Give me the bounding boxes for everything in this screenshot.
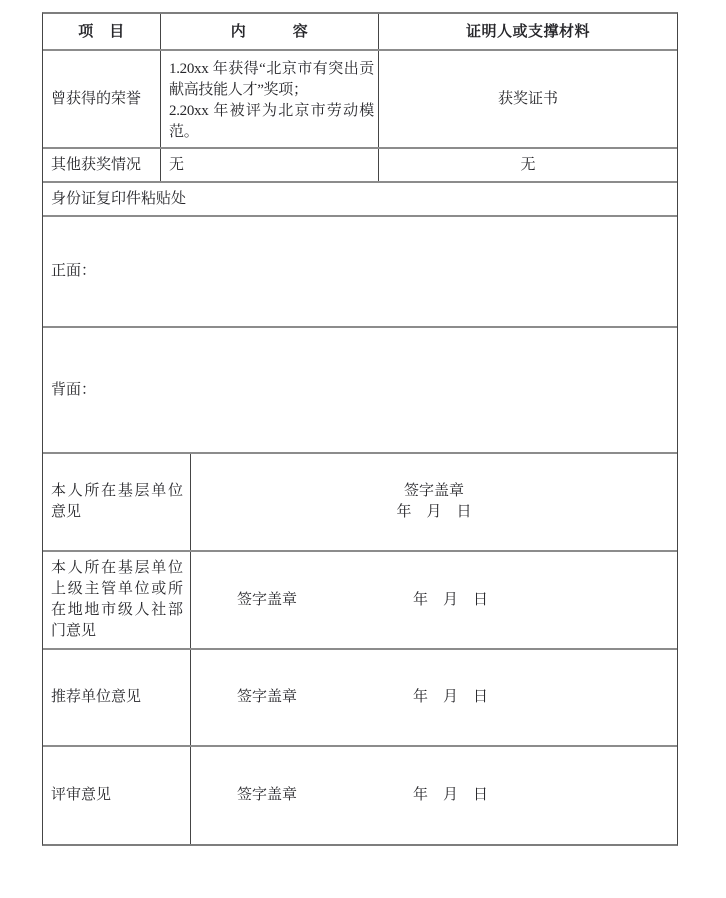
base-unit-opinion-label: 本人所在基层单位意见 — [43, 454, 191, 550]
other-awards-label: 其他获奖情况 — [43, 149, 161, 181]
base-unit-opinion-sign-area — [191, 454, 677, 550]
table-header-row — [43, 14, 677, 51]
recommending-unit-opinion-label: 推荐单位意见 — [43, 650, 191, 745]
id-copy-label: 身份证复印件粘贴处 — [51, 190, 187, 207]
other-awards-content: 无 — [161, 149, 379, 181]
superior-unit-opinion-sign-area — [191, 552, 677, 648]
date-blank-text: 年 月 日 — [413, 689, 489, 705]
id-copy-row — [43, 183, 677, 217]
honors-label: 曾获得的荣誉 — [43, 51, 161, 147]
honors-row — [43, 51, 677, 149]
honors-material: 获奖证书 — [497, 90, 558, 107]
sign-seal-text: 签字盖章 — [237, 787, 298, 803]
base-unit-opinion-row — [43, 454, 677, 552]
recommending-unit-opinion-row — [43, 650, 677, 747]
honors-content — [161, 51, 379, 147]
sign-seal-text: 签字盖章 — [237, 689, 298, 705]
other-awards-material: 无 — [520, 156, 536, 173]
recommending-unit-opinion-sign-area — [191, 650, 677, 745]
header-item-column: 项 目 — [43, 14, 161, 49]
honors-content-item-2: 2.20xx 年被评为北京市劳动模范。 — [169, 103, 374, 140]
recommendation-form-table — [42, 12, 678, 846]
header-content-column: 内 容 — [161, 14, 379, 49]
honors-content-item-1: 1.20xx 年获得“北京市有突出贡献高技能人才”奖项； — [169, 61, 374, 98]
id-back-row — [43, 328, 677, 454]
other-awards-row — [43, 149, 677, 183]
date-blank-text: 年 月 日 — [413, 787, 489, 803]
id-back-label: 背面： — [51, 381, 97, 398]
sign-seal-text: 签字盖章 — [237, 591, 298, 608]
evaluation-opinion-row — [43, 747, 677, 844]
id-front-label: 正面： — [51, 263, 97, 279]
id-front-row — [43, 217, 677, 328]
evaluation-opinion-label: 评审意见 — [43, 747, 191, 844]
superior-unit-opinion-row — [43, 552, 677, 650]
superior-unit-opinion-label: 本人所在基层单位上级主管单位或所在地地市级人社部门意见 — [43, 552, 191, 648]
header-material-column: 证明人或支撑材料 — [465, 23, 590, 40]
date-blank-text: 年 月 日 — [413, 591, 489, 608]
date-blank-text: 年 月 日 — [396, 504, 472, 520]
evaluation-opinion-sign-area — [191, 747, 677, 844]
sign-seal-text: 签字盖章 — [403, 483, 464, 499]
